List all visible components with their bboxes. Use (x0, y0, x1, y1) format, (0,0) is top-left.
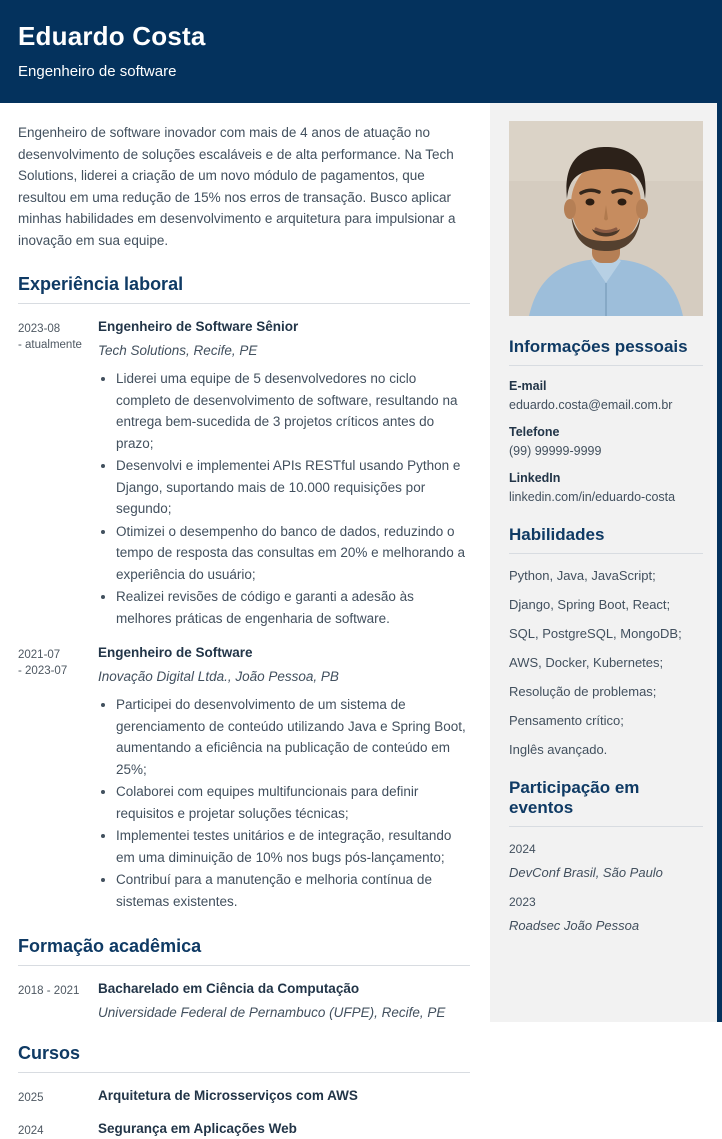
job-bullet: • Contribuí para a manutenção e melhoria contínua de sistemas existentes. (116, 869, 470, 912)
event-entry (509, 895, 703, 933)
job-company: Tech Solutions, Recife, PE (98, 343, 258, 358)
info-item-phone (509, 425, 703, 458)
event-year: 2024 (509, 842, 536, 856)
course-details (98, 1088, 470, 1106)
job-details (98, 319, 470, 630)
info-item-email (509, 379, 703, 412)
job-entry (18, 319, 470, 630)
job-bullet: • Realizei revisões de código e garanti a adesão às melhores práticas de engenharia de software. (116, 586, 470, 629)
sidebar-heading-skills: Habilidades (509, 525, 703, 554)
event-name: Roadsec João Pessoa (509, 918, 640, 933)
job-details (98, 645, 470, 913)
skill-item: Django, Spring Boot, React; (509, 597, 671, 612)
job-title: Engenheiro de Software Sênior (98, 319, 299, 334)
education-dates: 2018 - 2021 (18, 985, 80, 997)
sidebar-heading-personal-info: Informações pessoais (509, 337, 703, 366)
job-dates (18, 319, 98, 630)
job-date-end: - atualmente (18, 339, 82, 351)
course-entry (18, 1088, 470, 1106)
info-label: E-mail (509, 379, 547, 393)
course-title: Segurança em Aplicações Web (98, 1121, 297, 1136)
job-bullet: • Desenvolvi e implementei APIs RESTful usando Python e Django, suportando mais de 10.000 requisições por segundo; (116, 455, 470, 520)
degree-title: Bacharelado em Ciência da Computação (98, 981, 360, 996)
job-bullet: • Participei do desenvolvimento de um sistema de gerenciamento de conteúdo utilizando Java e Spring Boot, aumentando a eficiência na publicação de conteúdo em 25%; (116, 694, 470, 780)
course-details (98, 1121, 470, 1139)
event-entry (509, 842, 703, 880)
skill-item: AWS, Docker, Kubernetes; (509, 655, 664, 670)
course-date: 2024 (18, 1125, 44, 1137)
skill-item: SQL, PostgreSQL, MongoDB; (509, 626, 682, 641)
section-heading-education: Formação acadêmica (18, 936, 470, 966)
section-heading-experience: Experiência laboral (18, 274, 470, 304)
job-bullet: • Implementei testes unitários e de integração, resultando em uma diminuição de 10% nos bugs pós-lançamento; (116, 825, 470, 868)
job-date-end: - 2023-07 (18, 665, 68, 677)
content-columns (0, 103, 722, 1137)
job-company: Inovação Digital Ltda., João Pessoa, PB (98, 669, 339, 684)
skill-item: Pensamento crítico; (509, 713, 624, 728)
sidebar (490, 103, 717, 1022)
event-name: DevConf Brasil, São Paulo (509, 865, 663, 880)
linkedin-value: linkedin.com/in/eduardo-costa (509, 490, 676, 504)
info-item-linkedin (509, 471, 703, 504)
education-details (98, 981, 470, 1020)
job-bullet-list (98, 694, 470, 912)
job-bullet-list (98, 368, 470, 629)
job-bullet: • Colaborei com equipes multifuncionais para definir requisitos e projetar soluções técnicas; (116, 781, 470, 824)
profile-photo-image (509, 121, 703, 316)
skill-item: Python, Java, JavaScript; (509, 568, 656, 583)
event-year: 2023 (509, 895, 536, 909)
sidebar-heading-events: Participação em eventos (509, 778, 703, 827)
candidate-role: Engenheiro de software (18, 63, 177, 80)
right-edge-accent-strip (717, 103, 722, 1022)
candidate-name: Eduardo Costa (18, 21, 206, 51)
course-entry (18, 1121, 470, 1139)
info-label: Telefone (509, 425, 560, 439)
skill-item: Resolução de problemas; (509, 684, 657, 699)
job-date-start: 2023-08 (18, 323, 61, 335)
job-bullet: • Otimizei o desempenho do banco de dados, reduzindo o tempo de resposta das consultas em 20% e melhorando a experiência do usuário; (116, 521, 470, 586)
job-bullet: • Liderei uma equipe de 5 desenvolvedores no ciclo completo de desenvolvimento de software, resultando na entrega bem-sucedida de 3 projetos críticos antes do prazo; (116, 368, 470, 454)
section-heading-courses: Cursos (18, 1043, 470, 1073)
email-value: eduardo.costa@email.com.br (509, 398, 673, 412)
skill-item: Inglês avançado. (509, 742, 608, 757)
job-date-start: 2021-07 (18, 649, 61, 661)
profile-photo (509, 121, 703, 316)
job-title: Engenheiro de Software (98, 645, 253, 660)
course-date: 2025 (18, 1092, 44, 1104)
course-title: Arquitetura de Microsserviços com AWS (98, 1088, 358, 1103)
job-dates (18, 645, 98, 913)
info-label: LinkedIn (509, 471, 561, 485)
main-column (0, 103, 490, 1137)
profile-summary: Engenheiro de software inovador com mais de 4 anos de atuação no desenvolvimento de soluções escaláveis e de alta performance. Na Tech Solutions, liderei a criação de um novo módulo de pagamentos, que resultou em uma redução de 15% nos erros de transação. Busco aplicar minhas habilidades em desenvolvimento e arquitetura para impulsionar a inovação em sua equipe. (18, 125, 456, 248)
header-band (0, 0, 722, 103)
job-entry (18, 645, 470, 913)
phone-value: (99) 99999-9999 (509, 444, 602, 458)
education-entry (18, 981, 470, 1020)
school-name: Universidade Federal de Pernambuco (UFPE), Recife, PE (98, 1005, 446, 1020)
